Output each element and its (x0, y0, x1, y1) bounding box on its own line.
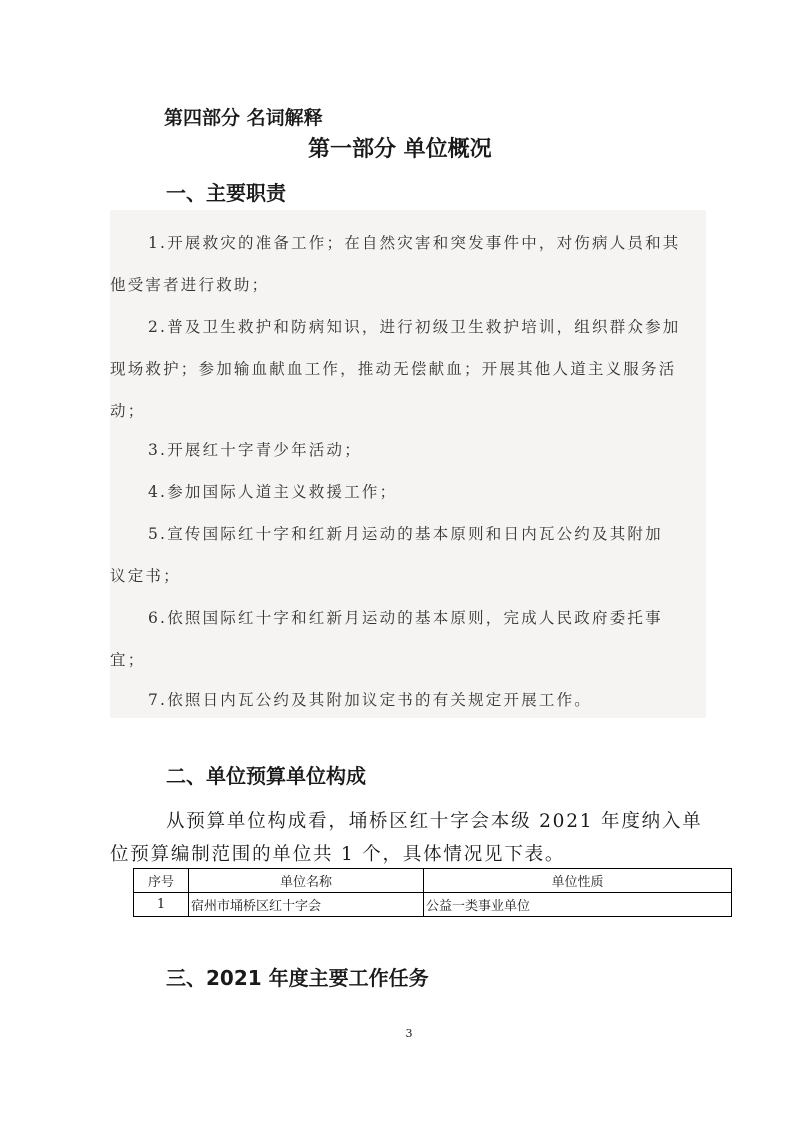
header-cell: 序号 (134, 869, 189, 893)
duty-line: 现场救护；参加输血献血工作，推动无偿献血；开展其他人道主义服务活 (110, 360, 677, 378)
duty-line: 5.宣传国际红十字和红新月运动的基本原则和日内瓦公约及其附加 (148, 525, 663, 543)
table-cell: 公益一类事业单位 (424, 893, 732, 917)
section2-paragraph-line: 位预算编制范围的单位共 1 个，具体情况见下表。 (110, 844, 566, 865)
duty-line: 3.开展红十字青少年活动； (148, 441, 362, 459)
table-cell: 宿州市埇桥区红十字会 (189, 893, 424, 917)
part1-heading: 第一部分 单位概况 (308, 137, 492, 162)
page-number: 3 (405, 1027, 413, 1040)
duty-line: 4.参加国际人道主义救援工作； (148, 483, 398, 501)
table-cell: 1 (134, 893, 189, 917)
part4-heading: 第四部分 名词解释 (164, 107, 323, 129)
duty-line: 议定书； (110, 567, 181, 585)
section1-heading: 一、主要职责 (166, 181, 286, 205)
table-row (134, 893, 732, 917)
section2-paragraph-line: 从预算单位构成看，埇桥区红十字会本级 2021 年度纳入单 (166, 811, 703, 832)
duty-line: 6.依照国际红十字和红新月运动的基本原则，完成人民政府委托事 (148, 609, 663, 627)
header-cell: 单位性质 (424, 869, 732, 893)
header-cell: 单位名称 (189, 869, 424, 893)
unit-table (133, 868, 732, 917)
section2-heading: 二、单位预算单位构成 (166, 764, 366, 788)
duty-line: 1.开展救灾的准备工作；在自然灾害和突发事件中，对伤病人员和其 (148, 234, 681, 252)
duty-line: 宜； (110, 651, 146, 669)
section3-heading: 三、2021 年度主要工作任务 (166, 966, 429, 990)
duty-line: 动； (110, 402, 146, 420)
duty-line: 他受害者进行救助； (110, 276, 270, 294)
duty-line: 7.依照日内瓦公约及其附加议定书的有关规定开展工作。 (148, 691, 592, 709)
table-header-row (134, 869, 732, 893)
duty-line: 2.普及卫生救护和防病知识，进行初级卫生救护培训，组织群众参加 (148, 318, 681, 336)
